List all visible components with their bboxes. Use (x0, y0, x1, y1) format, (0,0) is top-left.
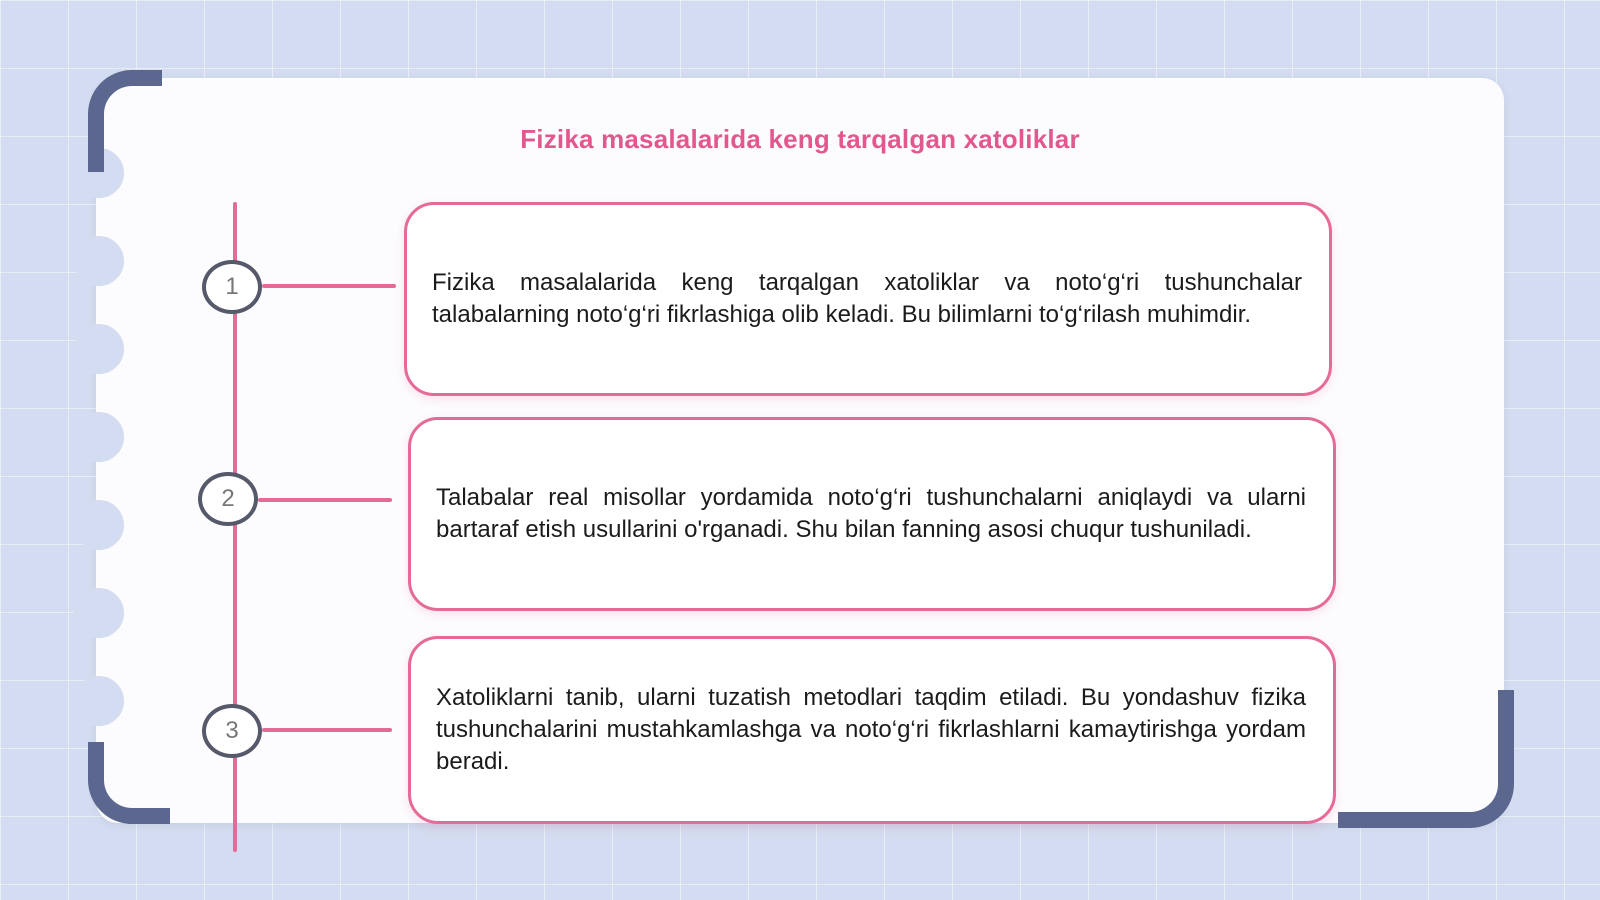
frame-corner-bottom-right (1338, 690, 1514, 828)
timeline-card-2 (408, 417, 1336, 611)
timeline-connector-1 (262, 284, 396, 288)
binder-notch (74, 676, 124, 726)
timeline-card-3 (408, 636, 1336, 824)
card-text-3: Xatoliklarni tanib, ularni tuzatish metodlari taqdim etiladi. Bu yondashuv fizika tushunchalarini mustahkamlashga va noto‘g‘ri fikrlashlarni kamaytirishga yordam beradi. (436, 684, 1306, 775)
binder-notch (74, 588, 124, 638)
slide-title: Fizika masalalarida keng tarqalgan xatoliklar (520, 124, 1080, 154)
step-number-3: 3 (202, 704, 262, 758)
step-number-1: 1 (202, 260, 262, 314)
frame-corner-top-left (88, 70, 162, 172)
step-number-2: 2 (198, 472, 258, 526)
binder-notch (74, 324, 124, 374)
timeline-connector-3 (262, 728, 392, 732)
timeline-card-1 (404, 202, 1332, 396)
binder-notch (74, 236, 124, 286)
timeline-connector-2 (258, 498, 392, 502)
binder-notch (74, 412, 124, 462)
binder-notch (74, 500, 124, 550)
card-text-1: Fizika masalalarida keng tarqalgan xatoliklar va noto‘g‘ri tushunchalar talabalarning noto‘g‘ri fikrlashiga olib keladi. Bu bilimlarni to‘g‘rilash muhimdir. (432, 269, 1302, 328)
card-text-2: Talabalar real misollar yordamida noto‘g‘ri tushunchalarni aniqlaydi va ularni bartaraf etish usullarini o'rganadi. Shu bilan fanning asosi chuqur tushuniladi. (436, 484, 1306, 543)
